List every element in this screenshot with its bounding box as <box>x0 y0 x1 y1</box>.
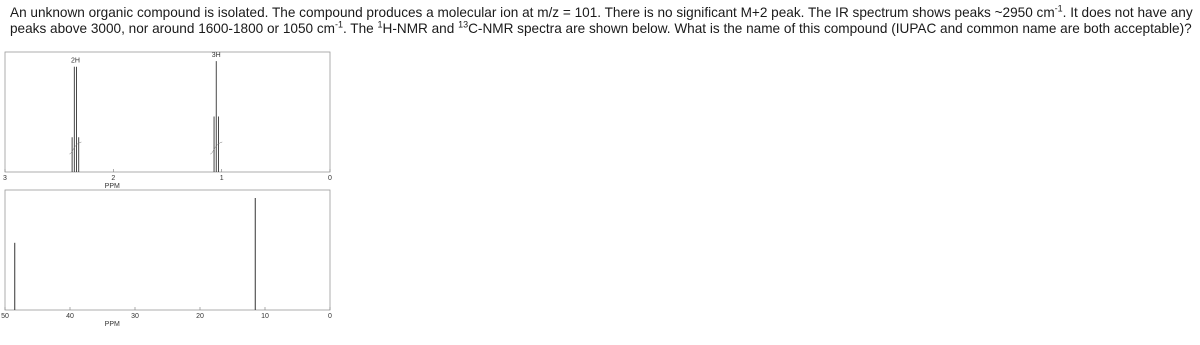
h-nmr-spectrum <box>0 48 340 188</box>
question-part: H-NMR and <box>382 21 459 36</box>
x-tick-label: 2 <box>111 175 116 182</box>
x-tick-label: 0 <box>328 175 332 182</box>
x-tick-label: 0 <box>328 313 332 320</box>
x-tick-label: 3 <box>3 175 7 182</box>
x-tick-label: 30 <box>131 313 139 320</box>
x-tick-label: 50 <box>1 313 9 320</box>
plot-frame <box>5 190 330 310</box>
question-part: C-NMR spectra are shown below. What is the name of this compound (IUPAC and common name are both acceptable)? <box>468 21 1192 36</box>
plot-frame <box>5 52 330 172</box>
x-tick-label: 40 <box>66 313 74 320</box>
superscript: 13 <box>458 19 469 30</box>
x-tick-label: 20 <box>196 313 204 320</box>
question-part: . The <box>343 21 378 36</box>
x-axis-label: PPM <box>104 321 120 326</box>
x-tick-label: 10 <box>261 313 269 320</box>
superscript: 1 <box>377 19 383 30</box>
x-tick-label: 1 <box>219 175 224 182</box>
c-nmr-spectrum <box>0 186 340 326</box>
integration-label: 2H <box>70 57 80 65</box>
integral-curve <box>69 142 81 154</box>
superscript: -1 <box>1054 3 1063 14</box>
question-text <box>10 5 1195 37</box>
x-axis-label: PPM <box>104 183 120 188</box>
integration-label: 3H <box>211 52 221 60</box>
question-part: An unknown organic compound is isolated. The compound produces a molecular ion at m/z = 101. There is no significant M+2 peak. The IR spectrum shows peaks ~2950 cm <box>10 5 1055 20</box>
question-part: . It does not have any peaks above 3000, nor around 1600-1800 or 1050 cm <box>10 5 1193 36</box>
superscript: -1 <box>334 19 343 30</box>
